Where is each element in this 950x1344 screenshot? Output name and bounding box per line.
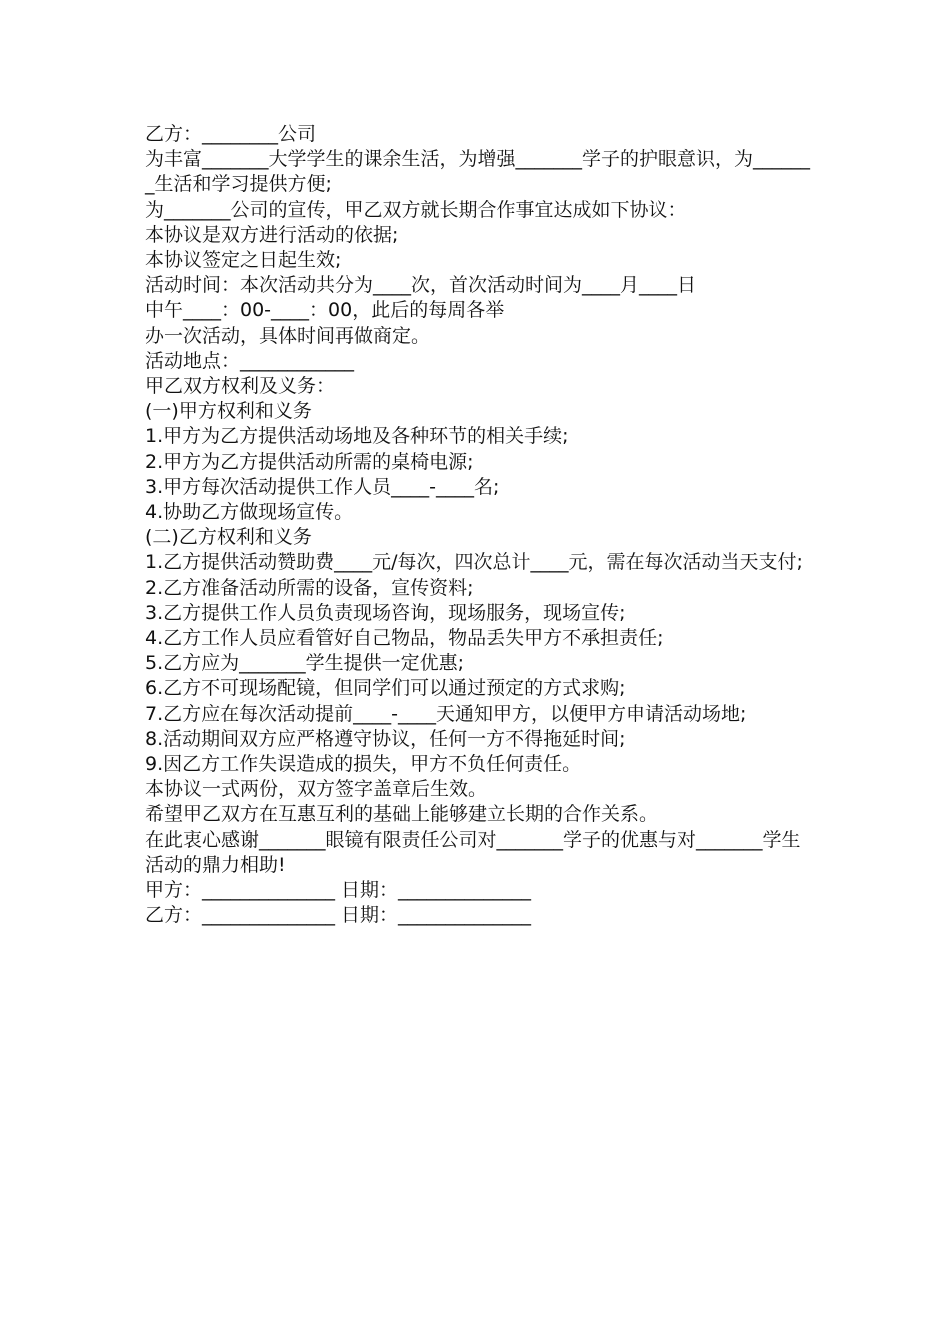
cooperation-wish: 希望甲乙双方在互惠互利的基础上能够建立长期的合作关系。 [145, 803, 659, 826]
promotion-paragraph: 为_______公司的宣传，甲乙双方就长期合作事宜达成如下协议： [145, 198, 687, 221]
signature-line-party-b: 乙方：______________ 日期：______________ [145, 904, 532, 927]
party-a-item-1: 1.甲方为乙方提供活动场地及各种环节的相关手续; [145, 425, 569, 448]
party-b-item-7: 7.乙方应在每次活动提前____-____天通知甲方，以便甲方申请活动场地; [145, 702, 747, 725]
party-b-item-5: 5.乙方应为_______学生提供一定优惠; [145, 652, 465, 675]
party-b-section-heading: (二)乙方权利和义务 [145, 526, 312, 549]
thanks-paragraph: 在此衷心感谢_______眼镜有限责任公司对_______学子的优惠与对_______学生活动的鼎力相助! [145, 828, 801, 876]
purpose-paragraph: 为丰富_______大学学生的课余生活，为增强_______学子的护眼意识，为_______生活和学习提供方便; [145, 148, 811, 196]
copies-clause: 本协议一式两份，双方签字盖章后生效。 [145, 778, 488, 801]
party-b-item-3: 3.乙方提供工作人员负责现场咨询，现场服务，现场宣传; [145, 601, 626, 624]
party-a-section-heading: (一)甲方权利和义务 [145, 400, 312, 423]
party-b-item-2: 2.乙方准备活动所需的设备，宣传资料; [145, 576, 474, 599]
activity-time-line-3: 办一次活动，具体时间再做商定。 [145, 324, 431, 347]
party-b-item-9: 9.因乙方工作失误造成的损失，甲方不负任何责任。 [145, 753, 582, 776]
party-b-item-4: 4.乙方工作人员应看管好自己物品，物品丢失甲方不承担责任; [145, 627, 664, 650]
activity-location-line: 活动地点：____________ [145, 349, 355, 372]
party-a-item-2: 2.甲方为乙方提供活动所需的桌椅电源; [145, 450, 474, 473]
party-b-item-1: 1.乙方提供活动赞助费____元/每次，四次总计____元，需在每次活动当天支付; [145, 551, 803, 574]
party-b-company-line: 乙方：________公司 [145, 123, 317, 145]
party-a-item-3: 3.甲方每次活动提供工作人员____-____名; [145, 475, 500, 498]
activity-time-line-2: 中午____：00-____：00，此后的每周各举 [145, 299, 505, 322]
rights-obligations-heading: 甲乙双方权利及义务： [145, 375, 336, 398]
party-b-item-8: 8.活动期间双方应严格遵守协议，任何一方不得拖延时间; [145, 727, 626, 750]
activity-time-line: 活动时间：本次活动共分为____次，首次活动时间为____月____日 [145, 274, 697, 297]
effective-clause: 本协议签定之日起生效; [145, 249, 342, 272]
basis-clause: 本协议是双方进行活动的依据; [145, 223, 399, 246]
party-a-item-4: 4.协助乙方做现场宣传。 [145, 501, 354, 524]
signature-line-party-a: 甲方：______________ 日期：______________ [145, 879, 532, 902]
agreement-document [145, 122, 815, 929]
party-b-item-6: 6.乙方不可现场配镜，但同学们可以通过预定的方式求购; [145, 677, 626, 700]
